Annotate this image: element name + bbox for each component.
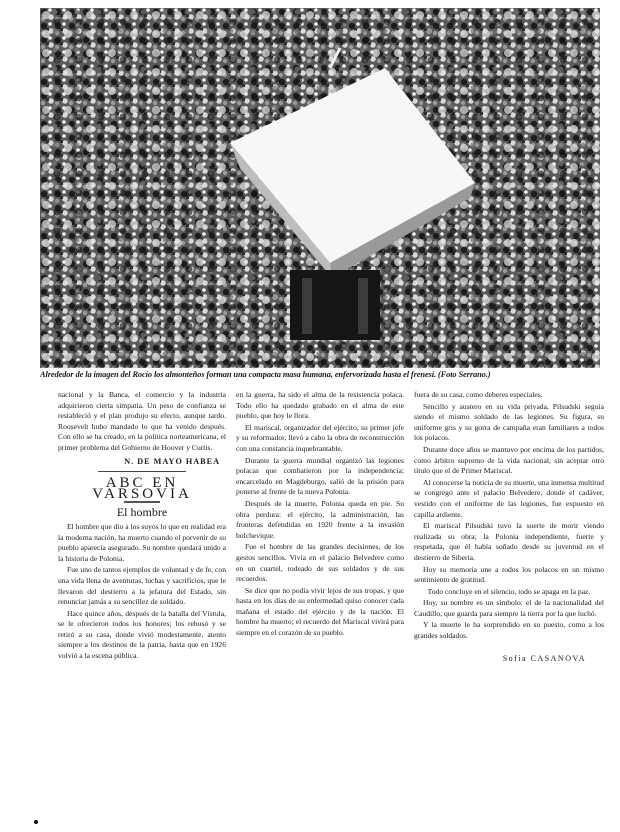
photo-caption: Alrededor de la imagen del Rocío los almonteños forman una compacta masa humana, enfervorizada hasta el frenesí. (Foto Serrano.) xyxy=(40,370,491,379)
column-1 xyxy=(58,390,226,830)
col3-paragraph: Al conocerse la noticia de su muerte, una inmensa multitud se congregó ante el palacio Belvedere, donde el cadáver, vestido con el uniforme de las legiones, fue expuesto en capilla ardiente. xyxy=(414,477,604,519)
col2-paragraph: Se dice que no podía vivir lejos de sus tropas, y que hasta en los días de su enfermedad quiso conocer cada mañana el estado del ejército y de la nación. El hombre ha muerto; el recuerdo del Mariscal vivirá para siempre en el corazón de su pueblo. xyxy=(236,585,404,638)
col3-centred-lines: Todo concluye en el silencio, todo se apaga en la paz. xyxy=(427,586,591,596)
author-signature: Sofía CASANOVA xyxy=(502,653,586,663)
col3-paragraph: fuera de su casa, como deberes especiales. xyxy=(414,390,543,399)
column-2 xyxy=(236,390,404,830)
col3-paragraph: Hoy su memoria une a todos los polacos en un mismo sentimiento de gratitud. xyxy=(414,564,604,585)
page-mark xyxy=(34,820,38,824)
divider xyxy=(98,471,186,472)
col3-paragraph: Sencillo y austero en su vida privada, Pilsudski seguía siendo el mismo soldado de las legiones. Su figura, su uniforme gris y su gorra de campaña eran familiares a todos los polacos. xyxy=(414,401,604,443)
col3-paragraph: El mariscal Pilsudski tuvo la suerte de morir viendo realizada su obra; la Polonia independiente, fuerte y respetada, que él había soñado desde su juventud en el destierro de Siberia. xyxy=(414,521,604,562)
col3-paragraph: Y la muerte le ha sorprendido en su puesto, como a los grandes soldados. xyxy=(414,620,604,641)
section-subtitle: El hombre xyxy=(116,505,168,520)
col3-paragraph: Durante doce años se mantuvo por encima de los partidos, como árbitro supremo de la vida nacional, sin aceptar otro título que el de Primer Mariscal. xyxy=(414,444,604,476)
crowd-photo xyxy=(40,8,600,368)
crowd-photo-graphic xyxy=(40,8,600,368)
col2-paragraph: Fue el hombre de las grandes decisiones, de los gestos sencillos. Vivía en el palacio Belvedere como en un cuartel, rodeado de sus soldados y de sus recuerdos. xyxy=(236,542,404,584)
col2-paragraph: Durante la guerra mundial organizó las legiones polacas que combatieron por la independencia; encarcelado en Magdeburgo, salió de la prisión para ponerse al frente de la nueva Polonia. xyxy=(236,455,404,497)
col1-paragraph: Hace quince años, después de la batalla del Vístula, se le ofrecieron todos los honores; los rehusó y se retiró a su casa, donde vivió modestamente, atento siempre a los destinos de la patria, hasta que en 1926 volvió a la escena pública. xyxy=(58,608,226,661)
col3-paragraph: Hoy, su nombre es un símbolo: el de la nacionalidad del Caudillo, que guarda para siempre la tierra por la que luchó. xyxy=(414,598,604,618)
col2-paragraph: en la guerra, ha sido el alma de la resistencia polaca. Todo ello ha quedado grabado en el alma de este pueblo, que hoy le llora. xyxy=(236,390,404,421)
col1-paragraph: Fue uno de tantos ejemplos de voluntad y de fe, con una vida llena de aventuras, luchas y sacrificios, que le llevaron del destierro a la jefatura del Estado, sin renunciar jamás a su sencillez de soldado. xyxy=(58,565,226,607)
col2-paragraph: Después de la muerte, Polonia queda en pie. Su obra perdura: el ejército, la administración, las fronteras defendidas en 1920 frente a la invasión bolchevique. xyxy=(236,498,404,540)
column-3 xyxy=(414,390,604,830)
col2-paragraph: El mariscal, organizador del ejército, su primer jefe y su reformador, llevó a cabo la obra de reconstrucción con una constancia inquebrantable. xyxy=(236,422,404,453)
article-signature: N. DE MAYO HABEA xyxy=(124,456,220,466)
col1-paragraph: El hombre que dio a los suyos lo que en realidad era la moderna nación, ha muerto cuando el porvenir de su pueblo aparecía asegurado. Su nombre quedará unido a la historia de Polonia. xyxy=(58,521,226,563)
col1-paragraph: nacional y la Banca, el comercio y la industria adquirieron cierta simpatía. Un peso de confianza se restableció y el plan produjo su efecto, aunque tardo. Roosevelt hubo mandado lo que ha venido después. Con ello se ha creado, en la política norteamericana, el primer problema del Gobierno de Hoover y Curtis. xyxy=(58,390,226,452)
section-title: ABC EN VARSOVIA xyxy=(92,475,192,502)
